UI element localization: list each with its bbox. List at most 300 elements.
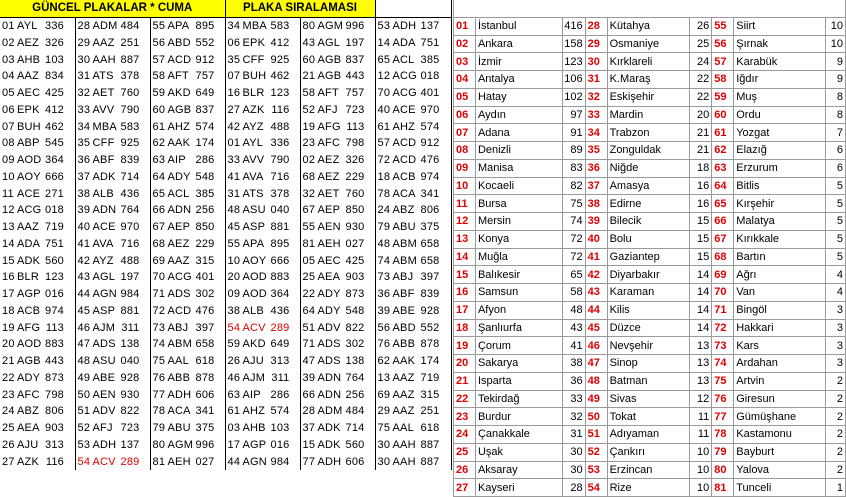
plate-row — [0, 336, 451, 353]
city-name: Batman — [607, 372, 690, 390]
plate-letters: BUH — [242, 70, 267, 83]
city-code: 38 — [585, 195, 607, 213]
plate-code: 41 — [227, 170, 241, 183]
plate-code: 07 — [2, 120, 15, 133]
plate-cell — [300, 403, 375, 420]
plate-letters: ASP — [242, 221, 266, 234]
plate-number: 484 — [120, 20, 140, 33]
plate-letters: ABU — [167, 422, 191, 435]
plate-number: 251 — [420, 405, 440, 418]
plate-cell — [375, 420, 451, 437]
plate-code: 67 — [152, 221, 166, 234]
plate-number: 873 — [45, 371, 64, 384]
city-count: 4 — [825, 284, 845, 302]
plate-code: 70 — [377, 87, 391, 100]
plate-cell — [75, 269, 150, 286]
city-code: 16 — [454, 284, 476, 302]
plate-code: 10 — [2, 170, 15, 183]
plate-row — [0, 135, 451, 152]
plate-number: 113 — [346, 120, 365, 133]
plate-letters: ADM — [92, 20, 118, 33]
city-name: Mardin — [607, 106, 690, 124]
plate-cell — [375, 102, 451, 119]
plate-cell — [225, 453, 300, 470]
city-code: 32 — [585, 88, 607, 106]
plate-letters: ACA — [392, 187, 416, 200]
city-code: 64 — [712, 177, 734, 195]
city-count: 14 — [690, 301, 712, 319]
ranking-row — [454, 337, 846, 355]
plate-code: 55 — [302, 221, 316, 234]
plate-letters: AYL — [17, 20, 38, 33]
plate-number: 723 — [345, 103, 365, 116]
ranking-row — [454, 106, 846, 124]
plate-number: 925 — [120, 137, 140, 150]
plate-code: 24 — [377, 204, 391, 217]
plate-number: 462 — [45, 120, 64, 133]
plate-letters: AOY — [242, 254, 267, 267]
plate-number: 462 — [270, 70, 290, 83]
plate-letters: AEN — [317, 221, 341, 234]
city-code: 65 — [712, 195, 734, 213]
city-code: 25 — [454, 443, 476, 461]
plate-letters: ACE — [17, 187, 41, 200]
city-name: Trabzon — [607, 124, 690, 142]
city-code: 42 — [585, 266, 607, 284]
plate-row — [0, 303, 451, 320]
plate-letters: AYZ — [92, 254, 114, 267]
plate-code: 21 — [302, 70, 316, 83]
plate-cell — [225, 202, 300, 219]
city-count: 13 — [690, 355, 712, 373]
plate-code: 34 — [77, 120, 91, 133]
city-code: 78 — [712, 426, 734, 444]
plate-code: 53 — [77, 438, 91, 451]
plate-cell — [75, 118, 150, 135]
plate-row — [0, 185, 451, 202]
plate-row — [0, 35, 451, 52]
plate-cell — [150, 420, 225, 437]
plate-code: 03 — [2, 53, 15, 66]
city-name: Amasya — [607, 177, 690, 195]
city-count: 2 — [825, 390, 845, 408]
plate-cell — [225, 219, 300, 236]
plate-letters: AFT — [317, 87, 339, 100]
plate-code: 74 — [152, 338, 166, 351]
plate-code: 65 — [152, 187, 166, 200]
plate-letters: CFF — [242, 53, 265, 66]
plate-letters: AGM — [167, 438, 194, 451]
city-count: 5 — [825, 213, 845, 231]
plate-number: 436 — [120, 187, 140, 200]
city-code: 27 — [454, 479, 476, 497]
city-name: Adıyaman — [607, 426, 690, 444]
plate-cell — [150, 269, 225, 286]
city-count: 89 — [562, 142, 585, 160]
plate-letters: AZK — [17, 455, 39, 468]
plate-number: 850 — [195, 221, 215, 234]
city-count: 82 — [562, 177, 585, 195]
plate-code: 31 — [227, 187, 241, 200]
plate-code: 59 — [152, 87, 166, 100]
plate-letters: AGP — [242, 438, 267, 451]
plate-cell — [300, 303, 375, 320]
city-code: 23 — [454, 408, 476, 426]
city-code: 26 — [454, 461, 476, 479]
plate-cell — [300, 236, 375, 253]
plate-number: 839 — [120, 154, 140, 167]
city-code: 50 — [585, 408, 607, 426]
plate-cell — [0, 353, 75, 370]
city-count: 2 — [825, 443, 845, 461]
city-code: 66 — [712, 213, 734, 231]
plate-letters: ADY — [317, 288, 341, 301]
city-code: 59 — [712, 88, 734, 106]
city-count: 7 — [825, 124, 845, 142]
ranking-row — [454, 88, 846, 106]
plate-letters: ACD — [167, 53, 192, 66]
plate-cell — [225, 35, 300, 52]
plate-number: 764 — [120, 204, 140, 217]
plate-letters: AAL — [167, 355, 189, 368]
plate-number: 716 — [120, 237, 140, 250]
plate-number: 790 — [120, 103, 140, 116]
city-name: Bitlis — [734, 177, 826, 195]
city-count: 14 — [690, 284, 712, 302]
plate-number: 401 — [195, 271, 215, 284]
plate-number: 984 — [270, 455, 290, 468]
city-count: 11 — [690, 408, 712, 426]
city-name: Manisa — [475, 159, 562, 177]
city-code: 19 — [454, 337, 476, 355]
plate-letters: ADN — [317, 371, 342, 384]
plate-number: 443 — [45, 355, 64, 368]
plate-cell — [150, 51, 225, 68]
plate-number: 289 — [120, 455, 140, 468]
plate-cell — [225, 403, 300, 420]
plate-number: 116 — [45, 455, 64, 468]
plate-cell — [75, 403, 150, 420]
city-count: 20 — [690, 106, 712, 124]
plate-letters: AVV — [242, 154, 265, 167]
city-code: 08 — [454, 142, 476, 160]
plate-number: 822 — [120, 405, 140, 418]
plate-number: 113 — [45, 321, 64, 334]
current-plates-title: GÜNCEL PLAKALAR * CUMA — [0, 0, 225, 17]
plate-letters: ABB — [392, 338, 416, 351]
plate-number: 027 — [195, 455, 215, 468]
plate-cell — [0, 236, 75, 253]
city-name: Ankara — [475, 35, 562, 53]
plate-cell — [0, 386, 75, 403]
plate-cell — [0, 102, 75, 119]
plate-letters: AHZ — [242, 405, 266, 418]
plate-code: 51 — [302, 321, 316, 334]
plate-cell — [375, 319, 451, 336]
plate-letters: AFG — [17, 321, 41, 334]
city-name: Gaziantep — [607, 248, 690, 266]
plate-number: 040 — [270, 204, 290, 217]
plate-number: 016 — [270, 438, 290, 451]
city-name: Bartın — [734, 248, 826, 266]
city-code: 73 — [712, 337, 734, 355]
city-name: Sinop — [607, 355, 690, 373]
plate-code: 04 — [2, 70, 15, 83]
plate-code: 48 — [77, 355, 91, 368]
plate-letters: ABJ — [392, 271, 414, 284]
plate-number: 016 — [45, 288, 64, 301]
plate-letters: ADV — [317, 321, 341, 334]
city-name: Tokat — [607, 408, 690, 426]
city-count: 5 — [825, 195, 845, 213]
plate-number: 443 — [345, 70, 365, 83]
plate-letters: ABU — [392, 221, 416, 234]
plate-letters: ACL — [167, 187, 190, 200]
city-code: 28 — [585, 17, 607, 35]
city-name: Eskişehir — [607, 88, 690, 106]
plate-letters: ACV — [92, 455, 116, 468]
plate-code: 48 — [227, 204, 241, 217]
plate-cell — [75, 152, 150, 169]
city-name: Erzurum — [734, 159, 826, 177]
city-code: 37 — [585, 177, 607, 195]
plate-letters: ALB — [242, 304, 264, 317]
ranking-row — [454, 195, 846, 213]
plate-letters: AOD — [17, 154, 42, 167]
plate-code: 17 — [2, 288, 15, 301]
plate-cell — [75, 219, 150, 236]
city-code: 58 — [712, 71, 734, 89]
plate-row — [0, 202, 451, 219]
city-code: 62 — [712, 142, 734, 160]
plate-code: 73 — [152, 321, 166, 334]
plate-letters: BUH — [17, 120, 41, 133]
plate-cell — [150, 185, 225, 202]
city-code: 36 — [585, 159, 607, 177]
plate-cell — [225, 85, 300, 102]
plate-number: 723 — [120, 422, 140, 435]
city-name: Karabük — [734, 53, 826, 71]
plate-letters: APA — [167, 20, 190, 33]
city-count: 11 — [690, 426, 712, 444]
plate-code: 39 — [302, 371, 316, 384]
plate-letters: AFC — [17, 388, 40, 401]
plate-code: 26 — [227, 355, 241, 368]
plate-letters: ASU — [242, 204, 266, 217]
plate-number: 606 — [345, 455, 365, 468]
city-count: 3 — [825, 319, 845, 337]
city-name: Karaman — [607, 284, 690, 302]
plate-number: 839 — [420, 288, 440, 301]
plate-cell — [375, 85, 451, 102]
plate-code: 77 — [152, 388, 166, 401]
city-count: 30 — [562, 443, 585, 461]
plate-letters: MBA — [242, 20, 267, 33]
plate-letters: AET — [92, 87, 115, 100]
city-name: Bolu — [607, 230, 690, 248]
plate-number: 436 — [270, 304, 290, 317]
plate-letters: AEZ — [17, 36, 39, 49]
plate-letters: AGB — [317, 70, 342, 83]
plate-code: 64 — [302, 304, 316, 317]
plate-code: 38 — [77, 187, 91, 200]
plate-code: 34 — [227, 20, 241, 33]
city-count: 72 — [562, 248, 585, 266]
plate-number: 996 — [195, 438, 215, 451]
city-count: 32 — [562, 408, 585, 426]
plate-letters: AAZ — [17, 221, 39, 234]
city-code: 80 — [712, 461, 734, 479]
plate-cell — [150, 152, 225, 169]
plate-cell — [375, 353, 451, 370]
plate-code: 61 — [377, 120, 391, 133]
city-name: Bursa — [475, 195, 562, 213]
plate-cell — [300, 17, 375, 34]
city-name: Şanlıurfa — [475, 319, 562, 337]
plate-letters: AET — [317, 187, 340, 200]
plate-number: 881 — [120, 304, 140, 317]
plate-number: 286 — [270, 388, 290, 401]
plate-number: 560 — [345, 438, 365, 451]
city-name: Bilecik — [607, 213, 690, 231]
plate-code: 23 — [2, 388, 15, 401]
plate-cell — [300, 102, 375, 119]
city-code: 77 — [712, 408, 734, 426]
plate-letters: AVA — [92, 237, 114, 250]
plate-number: 552 — [195, 36, 215, 49]
plate-cell — [75, 102, 150, 119]
plate-cell — [75, 85, 150, 102]
city-count: 10 — [825, 17, 845, 35]
plate-number: 412 — [270, 36, 290, 49]
city-code: 56 — [712, 35, 734, 53]
city-count: 10 — [690, 479, 712, 497]
plate-letters: ACD — [392, 154, 417, 167]
plate-letters: BLR — [17, 271, 39, 284]
plate-cell — [75, 370, 150, 387]
plate-code: 56 — [377, 321, 391, 334]
plate-code: 11 — [2, 187, 14, 200]
plate-code: 32 — [77, 87, 91, 100]
plate-number: 476 — [195, 304, 215, 317]
plate-cell — [225, 303, 300, 320]
plate-code: 42 — [77, 254, 91, 267]
city-name: Sakarya — [475, 355, 562, 373]
plate-letters: AEC — [317, 254, 341, 267]
city-code: 74 — [712, 355, 734, 373]
plate-number: 873 — [345, 288, 365, 301]
city-name: Samsun — [475, 284, 562, 302]
plate-number: 714 — [345, 422, 365, 435]
plate-cell — [150, 370, 225, 387]
city-code: 79 — [712, 443, 734, 461]
plate-cell — [375, 135, 451, 152]
plate-code: 78 — [377, 187, 391, 200]
city-code: 63 — [712, 159, 734, 177]
plate-cell — [375, 286, 451, 303]
plate-letters: AEZ — [317, 154, 340, 167]
plate-number: 412 — [45, 103, 64, 116]
plate-letters: ABD — [167, 36, 191, 49]
plate-cell — [75, 35, 150, 52]
plate-cell — [150, 236, 225, 253]
plate-number: 618 — [195, 355, 215, 368]
city-name: Tekirdağ — [475, 390, 562, 408]
city-count: 5 — [825, 230, 845, 248]
plate-number: 719 — [420, 371, 440, 384]
plate-code: 25 — [302, 271, 316, 284]
plate-letters: AHB — [17, 53, 41, 66]
city-code: 14 — [454, 248, 476, 266]
plate-cell — [150, 303, 225, 320]
city-count: 13 — [690, 372, 712, 390]
plate-code: 52 — [302, 103, 316, 116]
plate-number: 545 — [45, 137, 64, 150]
city-code: 54 — [585, 479, 607, 497]
plate-number: 714 — [120, 170, 140, 183]
plate-code: 41 — [77, 237, 91, 250]
plate-letters: ADK — [317, 422, 341, 435]
city-code: 81 — [712, 479, 734, 497]
plate-code: 69 — [152, 254, 166, 267]
plate-letters: AEA — [17, 422, 40, 435]
plate-cell — [300, 152, 375, 169]
city-name: Balıkesir — [475, 266, 562, 284]
plate-row — [0, 118, 451, 135]
city-name: Giresun — [734, 390, 826, 408]
plate-cell — [375, 35, 451, 52]
plate-code: 30 — [377, 455, 391, 468]
plate-letters: ADS — [92, 338, 116, 351]
plate-number: 336 — [270, 137, 290, 150]
city-code: 05 — [454, 88, 476, 106]
plate-letters: AFJ — [92, 422, 113, 435]
city-count: 123 — [562, 53, 585, 71]
city-code: 46 — [585, 337, 607, 355]
city-code: 30 — [585, 53, 607, 71]
plate-number: 878 — [195, 371, 215, 384]
plate-number: 618 — [420, 422, 440, 435]
plate-number: 375 — [420, 221, 440, 234]
plate-cell — [0, 319, 75, 336]
city-count: 33 — [562, 390, 585, 408]
ranking-row — [454, 301, 846, 319]
city-code: 17 — [454, 301, 476, 319]
plate-cell — [300, 420, 375, 437]
city-name: Bayburt — [734, 443, 826, 461]
plate-code: 16 — [2, 271, 15, 284]
plate-letters: ADH — [92, 438, 117, 451]
plate-code: 37 — [77, 170, 91, 183]
plate-cell — [300, 51, 375, 68]
plate-cell — [375, 453, 451, 470]
plate-cell — [0, 286, 75, 303]
plate-cell — [225, 152, 300, 169]
plate-number: 256 — [345, 388, 365, 401]
plate-cell-highlighted — [225, 319, 300, 336]
plate-row — [0, 453, 451, 470]
city-code: 68 — [712, 248, 734, 266]
plate-number: 174 — [195, 137, 215, 150]
plate-number: 837 — [195, 103, 215, 116]
plate-letters: ADH — [317, 455, 342, 468]
plate-letters: AEH — [317, 237, 341, 250]
plate-code: 20 — [227, 271, 241, 284]
city-name: Düzce — [607, 319, 690, 337]
plate-code: 65 — [377, 53, 391, 66]
city-name: Nevşehir — [607, 337, 690, 355]
plate-cell — [75, 353, 150, 370]
